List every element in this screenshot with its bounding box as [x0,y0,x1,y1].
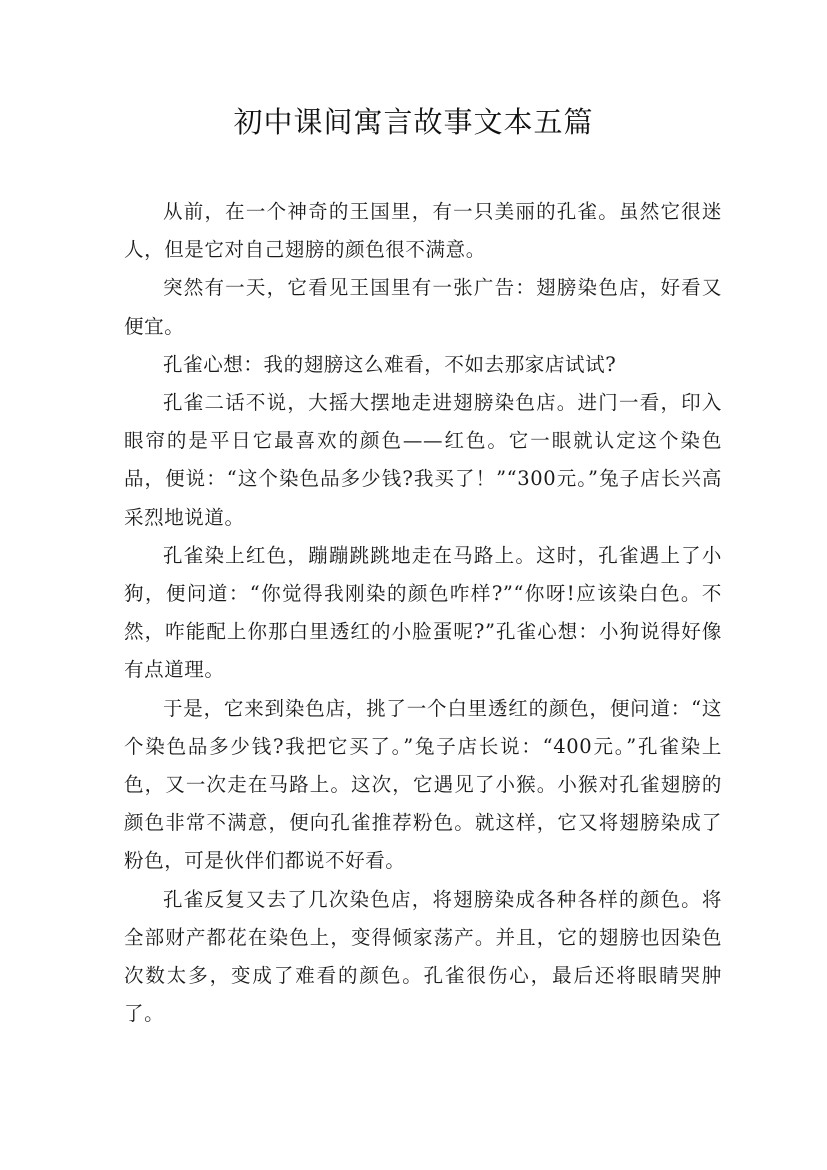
paragraph: 孔雀二话不说，大摇大摆地走进翅膀染色店。进门一看，印入眼帘的是平日它最喜欢的颜色——红色。它一眼就认定这个染色品，便说：“这个染色品多少钱?我买了！”“300元。”兔子店长兴高采烈地说道。 [124,391,722,529]
paragraph: 从前，在一个神奇的王国里，有一只美丽的孔雀。虽然它很迷人，但是它对自己翅膀的颜色很不满意。 [124,200,722,262]
document-title: 初中课间寓言故事文本五篇 [233,105,594,139]
paragraph: 于是，它来到染色店，挑了一个白里透红的颜色，便问道：“这个染色品多少钱?我把它买了。”兔子店长说：“400元。”孔雀染上色，又一次走在马路上。这次，它遇见了小猴。小猴对孔雀翅膀的颜色非常不满意，便向孔雀推荐粉色。就这样，它又将翅膀染成了粉色，可是伙伴们都说不好看。 [124,696,722,873]
paragraph: 孔雀心想：我的翅膀这么难看，不如去那家店试试? [163,352,617,376]
paragraph: 孔雀反复又去了几次染色店，将翅膀染成各种各样的颜色。将全部财产都花在染色上，变得倾家荡产。并且，它的翅膀也因染色次数太多，变成了难看的颜色。孔雀很伤心，最后还将眼睛哭肿了。 [124,887,722,1026]
paragraph: 突然有一天，它看见王国里有一张广告：翅膀染色店，好看又便宜。 [124,276,722,338]
paragraph: 孔雀染上红色，蹦蹦跳跳地走在马路上。这时，孔雀遇上了小狗，便问道：“你觉得我刚染的颜色咋样?”“你呀!应该染白色。不然，咋能配上你那白里透红的小脸蛋呢?”孔雀心想：小狗说得好像有点道理。 [124,543,722,682]
document-body [124,193,722,1033]
